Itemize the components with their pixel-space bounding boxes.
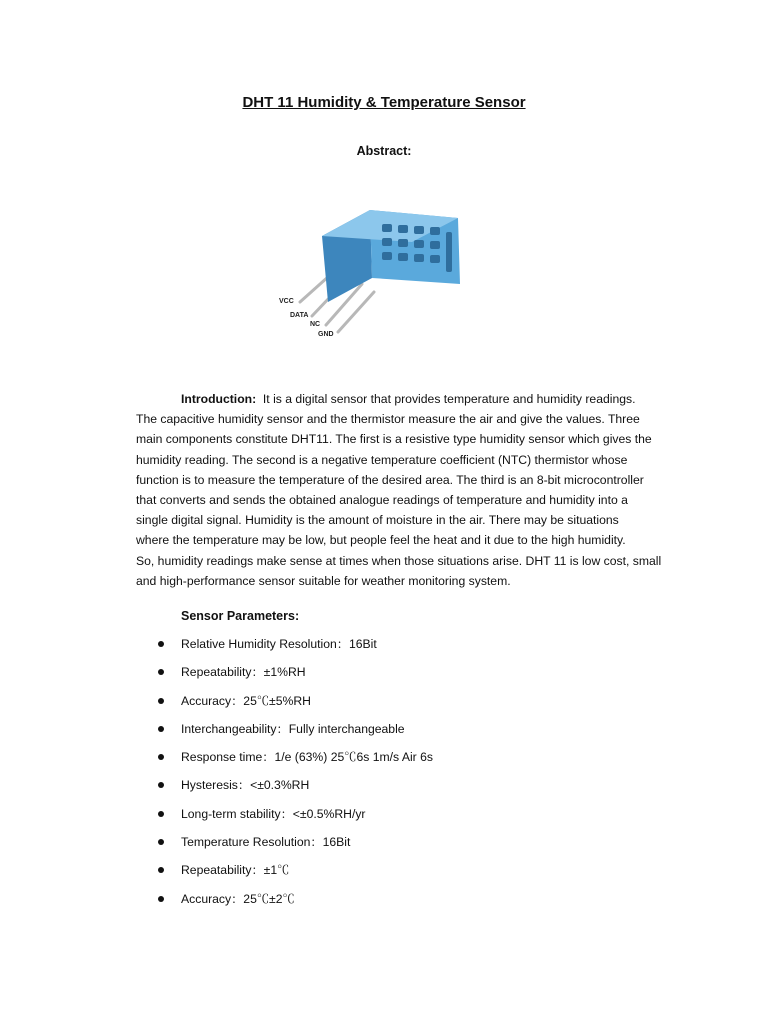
bullet-icon bbox=[158, 811, 164, 817]
parameter-text: Response time：1/e (63%) 25℃6s 1m/s Air 6s bbox=[181, 750, 433, 765]
pin-label-nc: NC bbox=[310, 321, 321, 328]
parameter-item bbox=[158, 889, 433, 917]
intro-line: where the temperature may be low, but people feel the heat and it due to the high humidity. bbox=[136, 533, 626, 548]
parameter-item bbox=[158, 747, 433, 775]
parameter-item bbox=[158, 804, 433, 832]
intro-line: main components constitute DHT11. The first is a resistive type humidity sensor which gives the bbox=[136, 432, 652, 447]
parameter-item bbox=[158, 719, 433, 747]
parameter-item bbox=[158, 634, 433, 662]
pin-label-gnd: GND bbox=[318, 331, 334, 338]
intro-line: So, humidity readings make sense at times when those situations arise. DHT 11 is low cost, small bbox=[136, 553, 662, 568]
intro-line-text: It is a digital sensor that provides temperature and humidity readings. bbox=[262, 392, 636, 406]
intro-line: single digital signal. Humidity is the amount of moisture in the air. There may be situations bbox=[136, 513, 619, 528]
intro-label: Introduction: bbox=[181, 392, 257, 406]
parameter-item bbox=[158, 832, 433, 860]
bullet-icon bbox=[158, 867, 164, 873]
dht11-sensor-image bbox=[250, 180, 510, 370]
parameter-text: Accuracy：25℃±5%RH bbox=[181, 693, 311, 708]
pin-label-vcc: VCC bbox=[279, 298, 294, 305]
parameter-text: Repeatability：±1%RH bbox=[181, 665, 306, 680]
bullet-icon bbox=[158, 754, 164, 760]
introduction-paragraph bbox=[136, 389, 680, 591]
parameters-list bbox=[158, 634, 433, 917]
parameter-item bbox=[158, 662, 433, 690]
intro-line: that converts and sends the obtained analogue readings of temperature and humidity into a bbox=[136, 493, 628, 508]
parameter-text: Relative Humidity Resolution：16Bit bbox=[181, 637, 377, 651]
intro-line: function is to measure the temperature of the desired area. The third is an 8-bit microcontroller bbox=[136, 472, 644, 487]
parameter-text: Accuracy：25℃±2℃ bbox=[181, 891, 295, 906]
sensor-figure bbox=[250, 180, 510, 370]
abstract-heading: Abstract: bbox=[356, 144, 412, 158]
parameter-text: Interchangeability：Fully interchangeable bbox=[181, 721, 405, 736]
bullet-icon bbox=[158, 698, 164, 704]
parameter-item bbox=[158, 775, 433, 803]
parameter-item bbox=[158, 691, 433, 719]
bullet-icon bbox=[158, 896, 164, 902]
document-title bbox=[0, 94, 768, 112]
parameter-text: Hysteresis：<±0.3%RH bbox=[181, 778, 310, 793]
title-text: DHT 11 Humidity & Temperature Sensor bbox=[242, 94, 526, 111]
bullet-icon bbox=[158, 839, 164, 845]
parameter-text: Temperature Resolution：16Bit bbox=[181, 835, 351, 850]
bullet-icon bbox=[158, 641, 164, 647]
parameters-heading: Sensor Parameters: bbox=[181, 609, 300, 623]
intro-line: The capacitive humidity sensor and the thermistor measure the air and give the values. Three bbox=[136, 412, 640, 427]
intro-line: and high-performance sensor suitable for weather monitoring system. bbox=[136, 573, 511, 588]
intro-line: humidity reading. The second is a negative temperature coefficient (NTC) thermistor whose bbox=[136, 452, 628, 467]
parameter-text: Long-term stability：<±0.5%RH/yr bbox=[181, 806, 366, 821]
bullet-icon bbox=[158, 782, 164, 788]
bullet-icon bbox=[158, 726, 164, 732]
parameter-text: Repeatability：±1℃ bbox=[181, 863, 290, 878]
pin-label-data: DATA bbox=[290, 312, 309, 319]
parameter-item bbox=[158, 860, 433, 888]
bullet-icon bbox=[158, 669, 164, 675]
intro-line bbox=[136, 389, 680, 409]
